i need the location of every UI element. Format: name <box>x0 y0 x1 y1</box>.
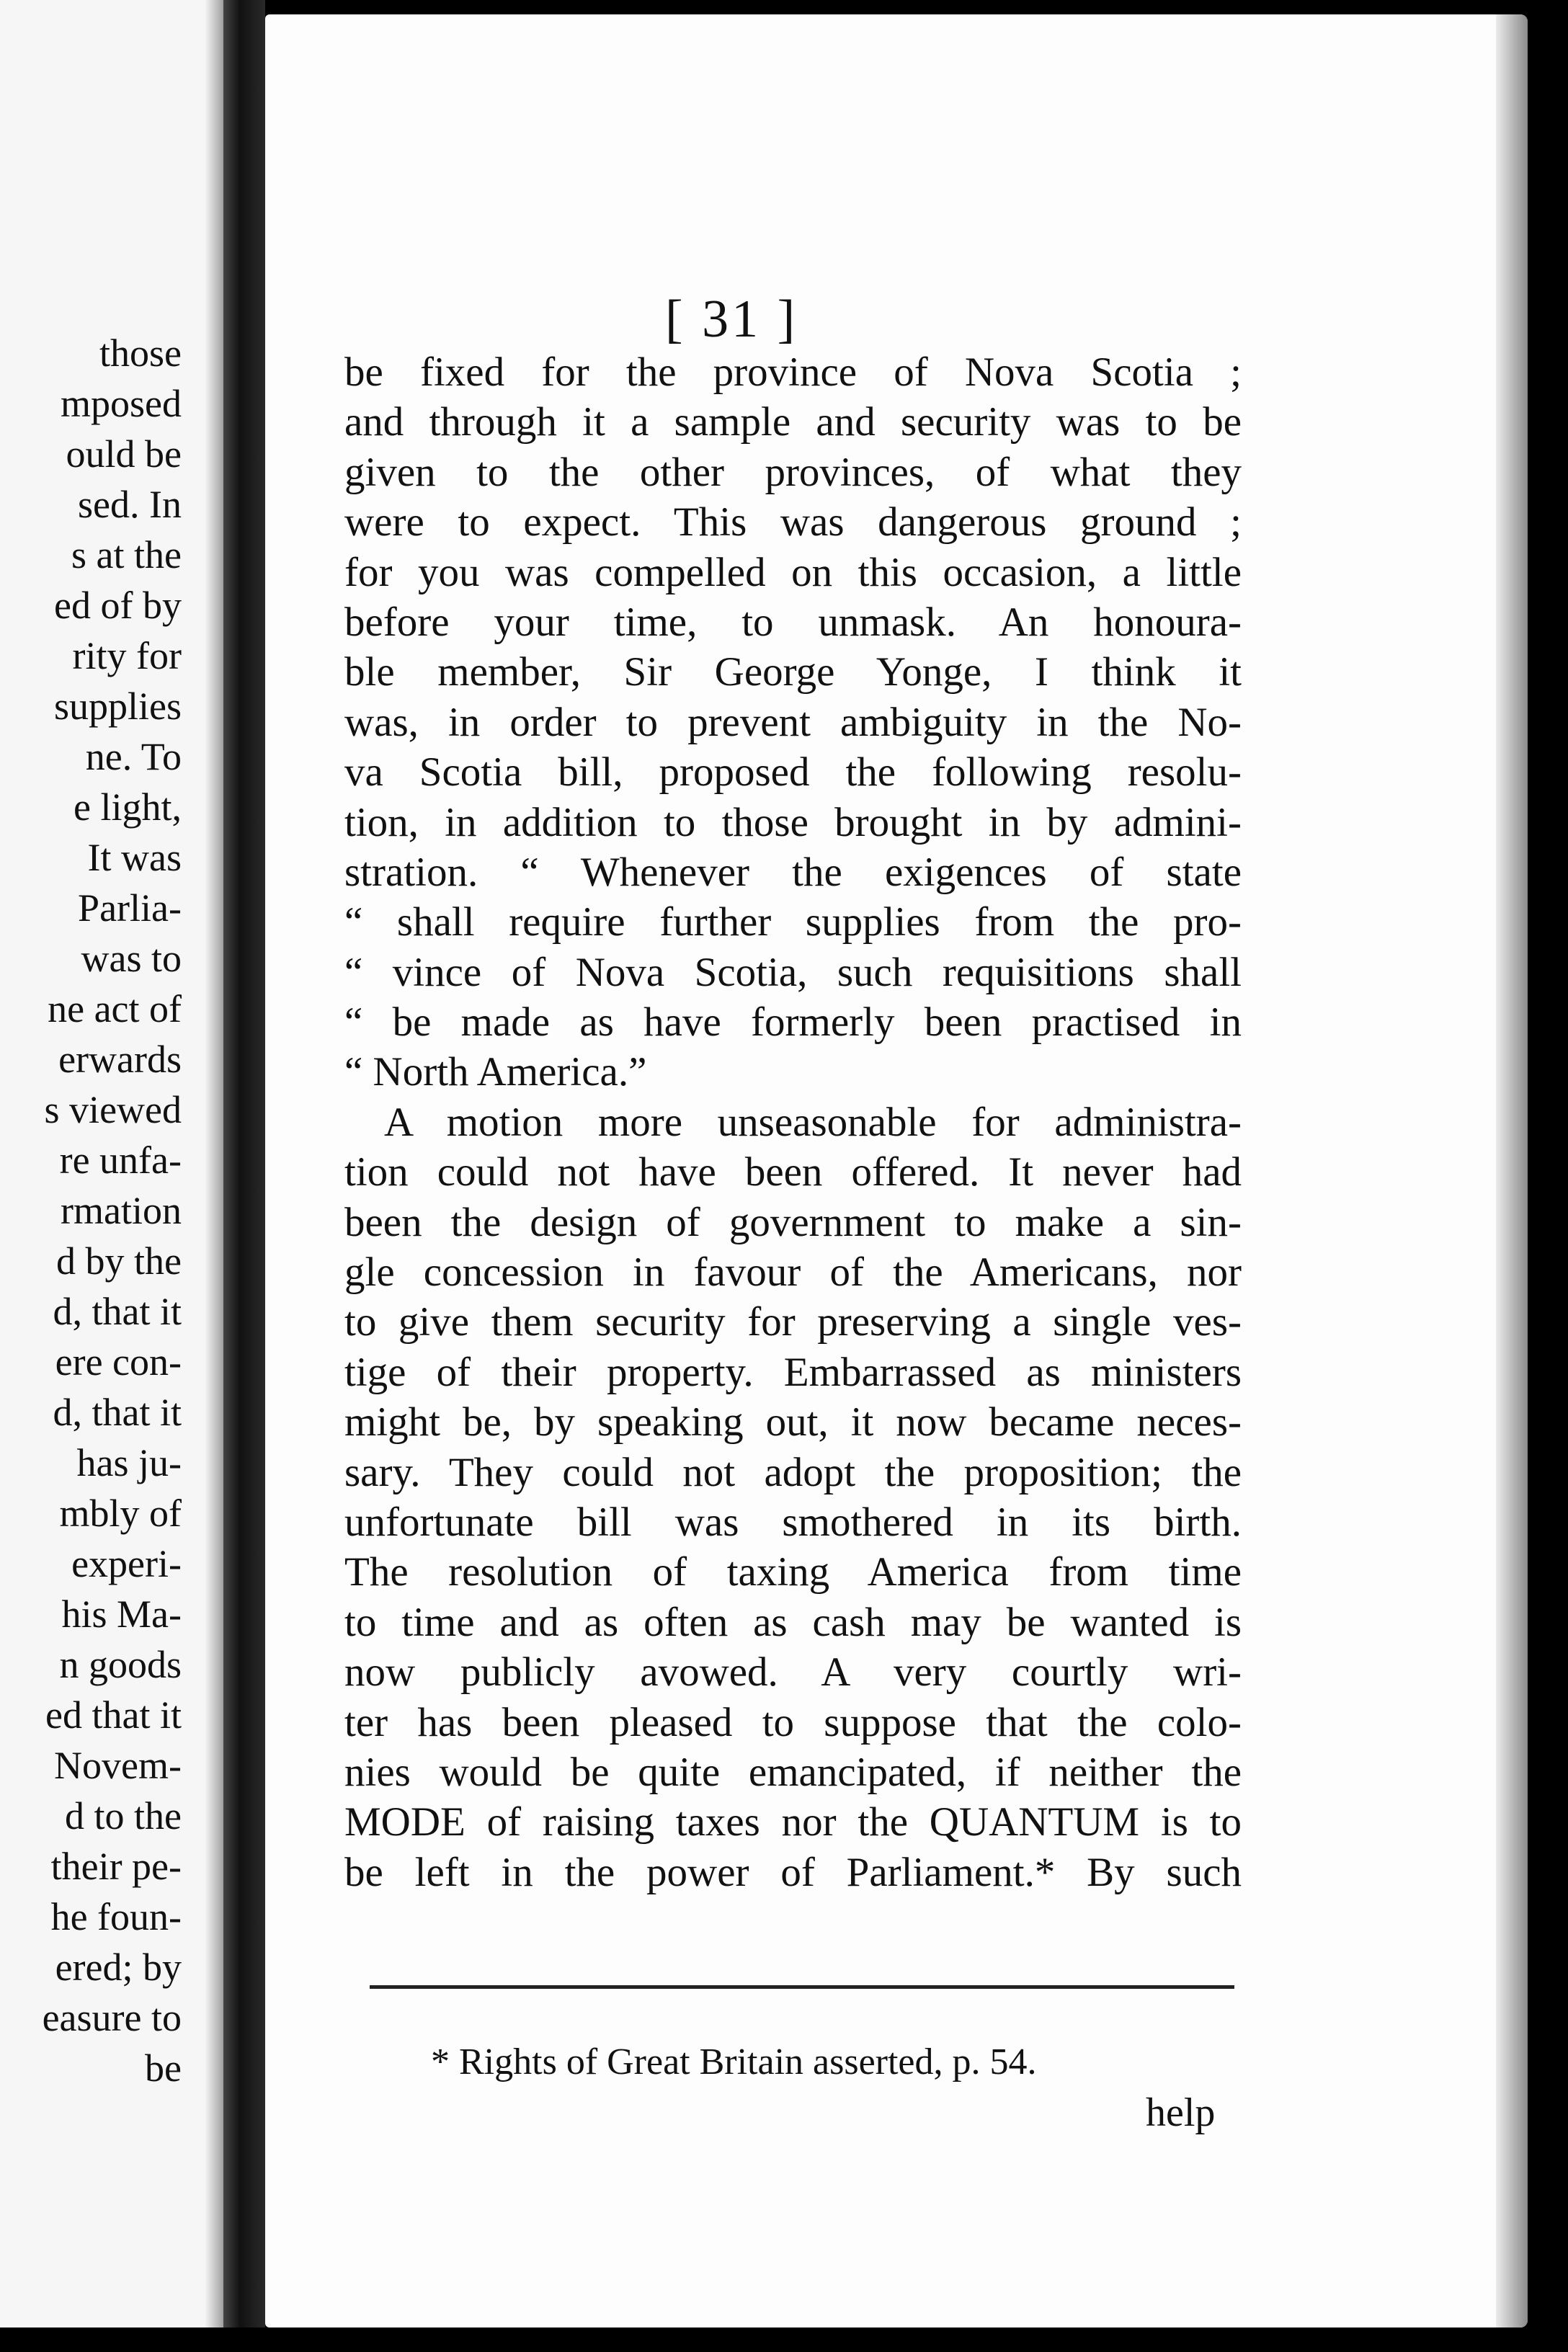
gutter-shadow <box>205 0 223 2352</box>
left-page-line: s viewed <box>44 1088 182 1131</box>
left-page-line: erwards <box>58 1038 182 1081</box>
body-line: for you was compelled on this occasion, a little <box>344 549 1242 595</box>
left-page-line: d, that it <box>53 1290 182 1333</box>
body-line: stration. “ Whenever the exigences of state <box>344 849 1242 895</box>
footnote: * Rights of Great Britain asserted, p. 54. <box>431 2041 1037 2082</box>
left-page-line: experi- <box>71 1542 182 1585</box>
left-page-line: It was <box>87 836 182 879</box>
body-line: before your time, to unmask. An honoura- <box>344 599 1242 645</box>
left-page-line: mbly of <box>59 1492 182 1535</box>
left-page-line: be <box>145 2046 182 2090</box>
footnote-rule <box>370 1985 1234 1989</box>
left-page-line: his Ma- <box>61 1592 182 1636</box>
body-line: be fixed for the province of Nova Scotia ; <box>344 349 1242 395</box>
body-line: va Scotia bill, proposed the following resolu- <box>344 749 1242 796</box>
body-line: “ shall require further supplies from the pro- <box>344 899 1242 945</box>
left-page-line: their pe- <box>50 1845 182 1888</box>
body-line: MODE of raising taxes nor the QUANTUM is to <box>344 1799 1242 1845</box>
left-page-line: easure to <box>42 1996 182 2039</box>
body-line: tige of their property. Embarrassed as ministers <box>344 1349 1242 1395</box>
body-line: gle concession in favour of the Americans, nor <box>344 1250 1242 1296</box>
left-page-line: rity for <box>72 634 182 677</box>
left-page-line: those <box>99 331 182 375</box>
scan-bottom-border <box>0 2328 1568 2352</box>
book-spine <box>223 0 265 2352</box>
body-line: ter has been pleased to suppose that the colo- <box>344 1699 1242 1745</box>
left-page-line: rmation <box>61 1189 182 1232</box>
body-line: now publicly avowed. A very courtly wri- <box>344 1649 1242 1696</box>
body-line: tion, in addition to those brought in by admini- <box>344 799 1242 845</box>
left-page-line: d to the <box>65 1794 182 1838</box>
left-page-line: he foun- <box>50 1895 182 1938</box>
left-page-line: ne act of <box>48 987 182 1030</box>
left-page-line: ere con- <box>55 1340 182 1384</box>
left-page-text <box>43 328 182 2093</box>
left-page-line: re unfa- <box>59 1139 182 1182</box>
left-page-line: ered; by <box>55 1946 182 1989</box>
body-line: to time and as often as cash may be wanted is <box>344 1599 1242 1645</box>
body-line: nies would be quite emancipated, if neither the <box>344 1749 1242 1795</box>
left-page-line: has ju- <box>76 1441 182 1484</box>
body-line: been the design of government to make a sin- <box>344 1199 1242 1245</box>
left-page-line: s at the <box>71 533 182 576</box>
catchword: help <box>1146 2090 1216 2135</box>
body-line: unfortunate bill was smothered in its birth. <box>344 1499 1242 1545</box>
page-edge-shadow <box>1496 14 1528 2328</box>
left-page-line: ed that it <box>45 1693 182 1737</box>
right-page <box>265 14 1528 2328</box>
left-page-line: sed. In <box>78 483 182 526</box>
body-line: “ vince of Nova Scotia, such requisitions shall <box>344 949 1242 995</box>
body-line: might be, by speaking out, it now became neces- <box>344 1399 1242 1446</box>
page-body-text <box>344 347 1242 1897</box>
body-line: were to expect. This was dangerous ground ; <box>344 499 1242 545</box>
left-page-line: Parlia- <box>78 886 182 930</box>
body-line: and through it a sample and security was to be <box>344 399 1242 445</box>
left-facing-page <box>0 0 223 2352</box>
left-page-line: ne. To <box>85 735 182 778</box>
body-line: The resolution of taxing America from time <box>344 1549 1242 1595</box>
body-line: “ be made as have formerly been practised in <box>344 999 1242 1046</box>
left-page-line: d, that it <box>53 1391 182 1434</box>
left-page-line: mposed <box>61 382 182 425</box>
left-page-line: was to <box>81 937 182 980</box>
body-line: given to the other provinces, of what they <box>344 449 1242 495</box>
left-page-line: e light, <box>74 785 182 829</box>
left-page-line: supplies <box>53 685 182 728</box>
left-page-line: ed of by <box>54 584 182 627</box>
body-line: to give them security for preserving a single ves- <box>344 1299 1242 1345</box>
body-line: “ North America.” <box>344 1049 647 1095</box>
left-page-line: n goods <box>59 1643 182 1686</box>
left-page-line: d by the <box>56 1239 182 1283</box>
page-number: [ 31 ] <box>665 290 798 349</box>
body-line: A motion more unseasonable for administra- <box>384 1099 1242 1145</box>
body-line: sary. They could not adopt the proposition; the <box>344 1449 1242 1495</box>
body-line: was, in order to prevent ambiguity in the No- <box>344 699 1242 745</box>
body-line: ble member, Sir George Yonge, I think it <box>344 649 1242 695</box>
left-page-line: ould be <box>66 432 182 476</box>
left-page-line: Novem- <box>54 1744 182 1787</box>
body-line: tion could not have been offered. It never had <box>344 1149 1242 1195</box>
body-line: be left in the power of Parliament.* By such <box>344 1849 1242 1895</box>
